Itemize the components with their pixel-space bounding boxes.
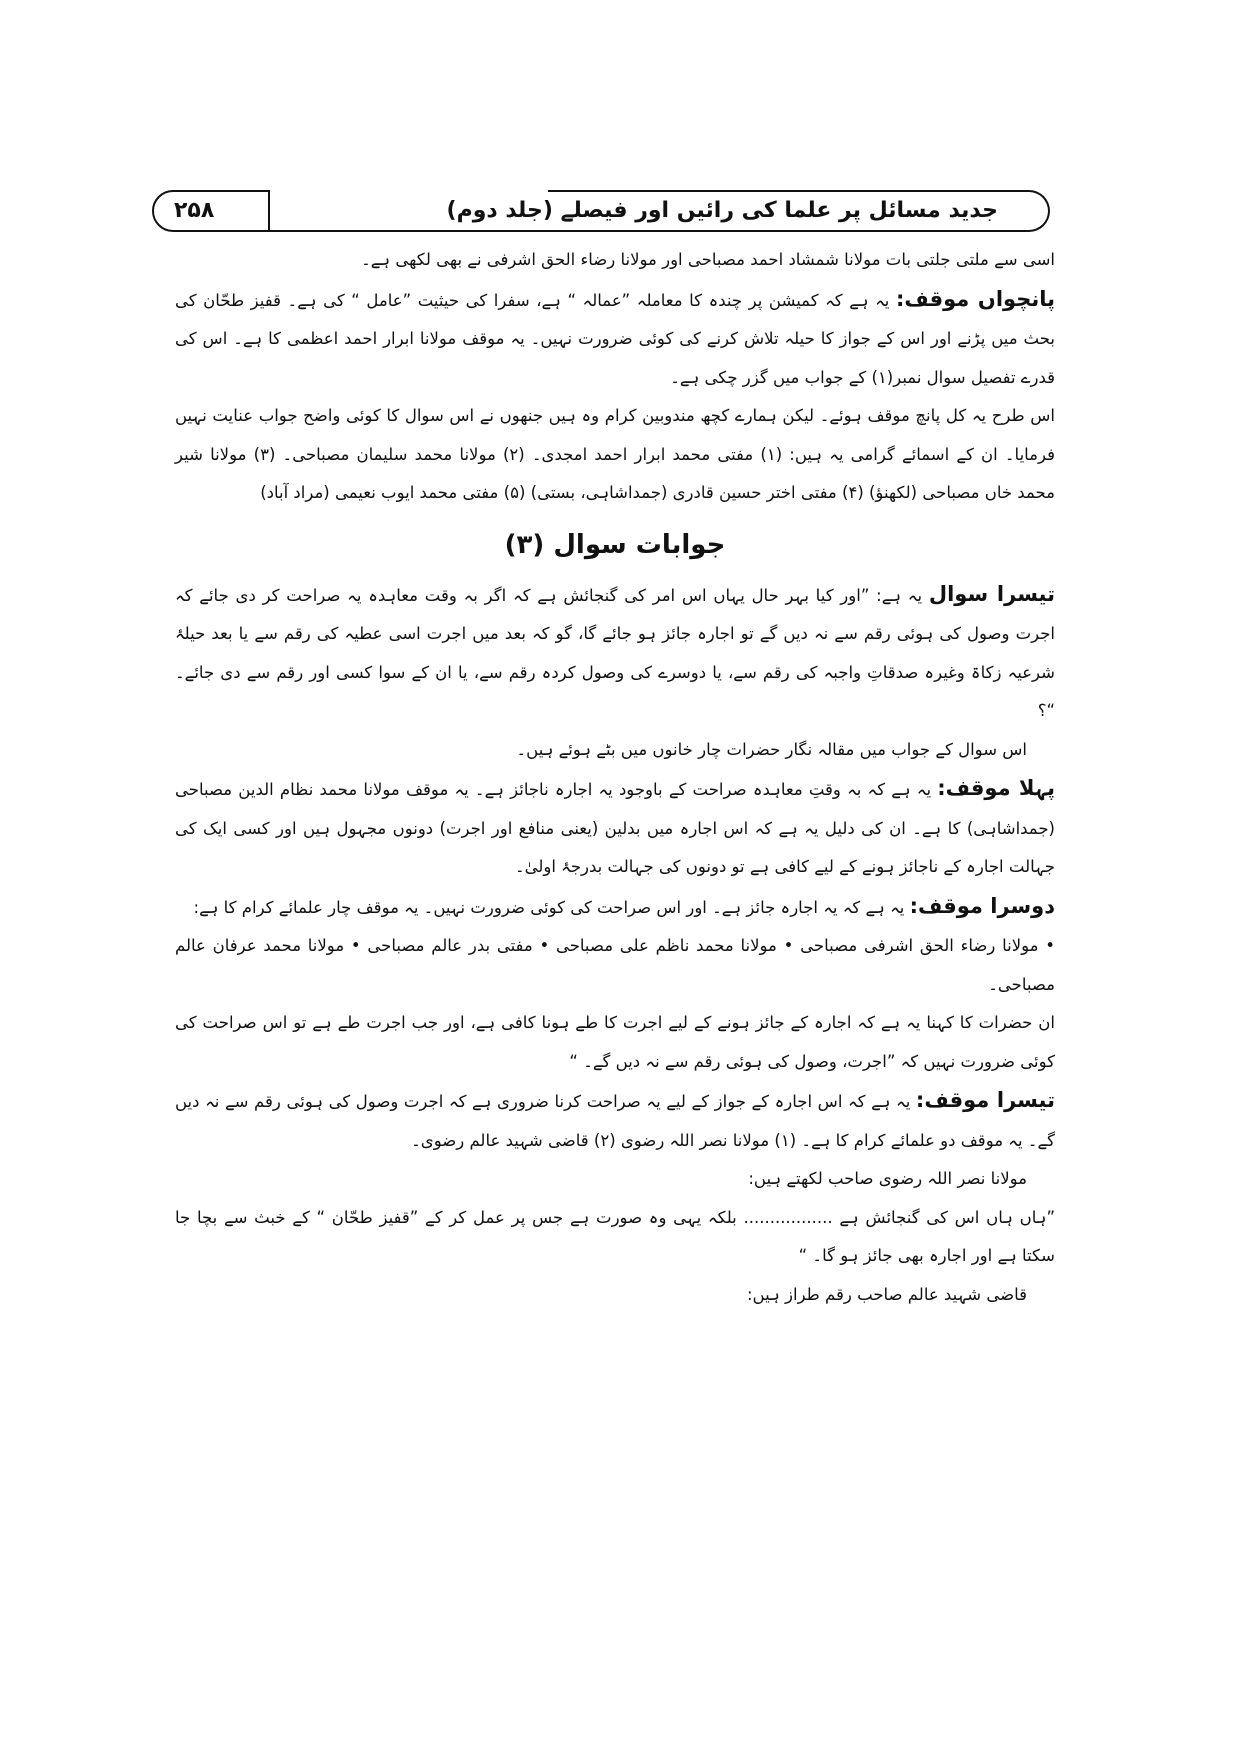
quotation: ”ہاں ہاں اس کی گنجائش ہے ................. بلکہ یہی وہ صورت ہے جس پر عمل کر کے ”قفیز طحّان “ کے خبث سے بچا جا سکتا ہے اور اجارہ بھی جائز ہو گا۔ “ bbox=[175, 1207, 1055, 1265]
page-body bbox=[175, 241, 1055, 1314]
paragraph: پانچواں موقف: یہ ہے کہ کمیشن پر چندہ کا معاملہ ”عمالہ “ ہے، سفرا کی حیثیت ”عامل “ کی ہے۔ قفیز طحّان کی بحث میں پڑنے اور اس کے جواز کا حیلہ تلاش کرنے کی کوئی ضرورت نہیں۔ یہ موقف مولانا ابرار احمد اعظمی کا ہے۔ اس کی قدرے تفصیل سوال نمبر(۱) کے جواب میں گزر چکی ہے۔ bbox=[175, 286, 1056, 387]
header-title-frame bbox=[446, 190, 1050, 232]
paragraph: ان حضرات کا کہنا یہ ہے کہ اجارہ کے جائز ہونے کے لیے اجرت کا طے ہونا کافی ہے، اور جب اجرت طے ہے تو اس صراحت کی کوئی ضرورت نہیں کہ ”اجرت، وصول کی ہوئی رقم سے نہ دیں گے۔ “ bbox=[175, 1013, 1055, 1071]
paragraph: مولانا نصر اللہ رضوی صاحب لکھتے ہیں: bbox=[748, 1169, 1027, 1188]
paragraph: دوسرا موقف: یہ ہے کہ یہ اجارہ جائز ہے۔ اور اس صراحت کی کوئی ضرورت نہیں۔ یہ موقف چار علمائے کرام کا ہے: bbox=[193, 893, 1055, 918]
section-label: پہلا موقف: bbox=[937, 776, 1055, 800]
paragraph: تیسرا سوال یہ ہے: ”اور کیا بہر حال یہاں اس امر کی گنجائش ہے کہ اگر بہ وقت معاہدہ یہ صراحت کر دی جائے کہ اجرت وصول کی ہوئی رقم سے نہ دیں گے تو اجارہ جائز ہو جائے گا، گو کہ بعد میں اجرت اسی عطیہ کی رقم سے یا بعد حیلۂ شرعیہ زکاۃ وغیرہ صدقاتِ واجبہ کی رقم سے، یا دوسرے کی وصول کردہ رقم سے، یا ان کے سوا کسی اور رقم سے دی جائے۔ “؟ bbox=[175, 581, 1056, 720]
question-label: تیسرا سوال bbox=[928, 581, 1056, 606]
section-label: پانچواں موقف: bbox=[895, 286, 1056, 311]
page-number-frame bbox=[152, 190, 270, 232]
page-number: ۲۵۸ bbox=[174, 198, 215, 223]
section-label: دوسرا موقف: bbox=[909, 893, 1055, 918]
paragraph: اس سوال کے جواب میں مقالہ نگار حضرات چار خانوں میں بٹے ہوئے ہیں۔ bbox=[516, 739, 1027, 759]
paragraph: اسی سے ملتی جلتی بات مولانا شمشاد احمد مصباحی اور مولانا رضاء الحق اشرفی نے بھی لکھی ہے۔ bbox=[361, 250, 1055, 269]
scholar-list: • مولانا رضاء الحق اشرفی مصباحی • مولانا محمد ناظم علی مصباحی • مفتی بدر عالم مصباحی • مولانا محمد عرفان عالم مصباحی۔ bbox=[175, 936, 1055, 994]
section-heading: جوابات سوال (۳) bbox=[504, 529, 726, 560]
paragraph: اس طرح یہ کل پانچ موقف ہوئے۔ لیکن ہمارے کچھ مندوبین کرام وہ ہیں جنھوں نے اس سوال کا کوئی واضح جواب عنایت نہیں فرمایا۔ ان کے اسمائے گرامی یہ ہیں: (۱) مفتی محمد ابرار احمد امجدی۔ (۲) مولانا محمد سلیمان مصباحی۔ (۳) مولانا شیر محمد خاں مصباحی (لکھنؤ) (۴) مفتی اختر حسین قادری (جمداشاہی، بستی) (۵) مفتی محمد ایوب نعیمی (مراد آباد) bbox=[175, 406, 1056, 502]
paragraph: تیسرا موقف: یہ ہے کہ اس اجارہ کے جواز کے لیے یہ صراحت کرنا ضروری ہے کہ اجرت وصول کی ہوئی رقم سے نہ دیں گے۔ یہ موقف دو علمائے کرام کا ہے۔ (۱) مولانا نصر اللہ رضوی (۲) قاضی شہید عالم رضوی۔ bbox=[175, 1088, 1055, 1150]
section-label: تیسرا موقف: bbox=[915, 1088, 1055, 1112]
book-title: جدید مسائل پر علما کی رائیں اور فیصلے (جلد دوم) bbox=[446, 198, 998, 223]
header-divider bbox=[270, 230, 548, 232]
paragraph: پہلا موقف: یہ ہے کہ بہ وقتِ معاہدہ صراحت کے باوجود یہ اجارہ ناجائز ہے۔ یہ موقف مولانا محمد نظام الدین مصباحی (جمداشاہی) کا ہے۔ ان کی دلیل یہ ہے کہ اس اجارہ میں بدلین (یعنی منافع اور اجرت) دونوں مجہول ہیں اور کسی ایک کی جہالت اجارہ کے ناجائز ہونے کے لیے کافی ہے تو دونوں کی جہالت بدرجۂ اولیٰ۔ bbox=[175, 776, 1055, 876]
paragraph: قاضی شہید عالم صاحب رقم طراز ہیں: bbox=[747, 1284, 1027, 1304]
